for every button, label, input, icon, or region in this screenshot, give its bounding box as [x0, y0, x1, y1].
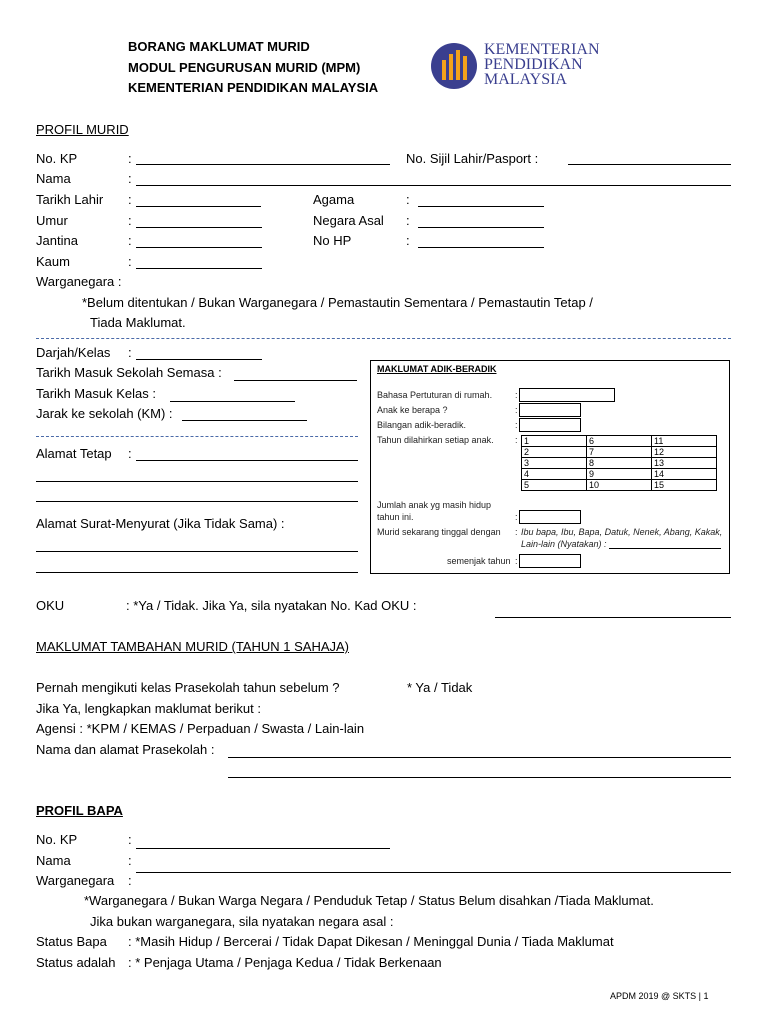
- label-nama: Nama: [36, 171, 71, 186]
- grid-cell[interactable]: 11: [652, 436, 717, 447]
- grid-cell[interactable]: 3: [522, 458, 587, 469]
- label-alamat-surat: Alamat Surat-Menyurat (Jika Tidak Sama) :: [36, 516, 285, 531]
- adik-beradik-panel: [370, 360, 730, 574]
- label-bahasa: Bahasa Pertuturan di rumah.: [377, 390, 493, 400]
- colon: :: [515, 512, 518, 522]
- darjah-field[interactable]: [136, 359, 262, 360]
- bapa-no-kp-field[interactable]: [136, 848, 390, 849]
- oku-field[interactable]: [495, 617, 731, 618]
- colon: :: [128, 213, 132, 228]
- form-title: BORANG MAKLUMAT MURID: [128, 39, 310, 54]
- colon: :: [515, 556, 518, 566]
- kpm-emblem-icon: [430, 42, 478, 90]
- grid-cell[interactable]: 5: [522, 480, 587, 491]
- label-darjah: Darjah/Kelas: [36, 345, 111, 360]
- grid-row: [522, 469, 717, 480]
- alamat-tetap-field-1[interactable]: [136, 460, 358, 461]
- warganegara-options-cont[interactable]: Tiada Maklumat.: [90, 315, 186, 330]
- jarak-field[interactable]: [182, 420, 307, 421]
- label-agama: Agama: [313, 192, 355, 207]
- adik-beradik-title: MAKLUMAT ADIK-BERADIK: [377, 364, 497, 374]
- label-nama-alamat-prasekolah: Nama dan alamat Prasekolah :: [36, 742, 215, 757]
- section-divider: [36, 338, 731, 339]
- prasekolah-field-2[interactable]: [228, 777, 731, 778]
- label-tarikh-lahir: Tarikh Lahir: [36, 192, 104, 207]
- grid-row: [522, 447, 717, 458]
- colon: :: [515, 435, 518, 445]
- no-hp-field[interactable]: [418, 247, 544, 248]
- label-oku: OKU: [36, 598, 65, 613]
- label-jika-ya: Jika Ya, lengkapkan maklumat berikut :: [36, 701, 261, 716]
- label-semenjak: semenjak tahun: [447, 556, 511, 566]
- label-prasekolah: Pernah mengikuti kelas Prasekolah tahun sebelum ?: [36, 680, 340, 695]
- alamat-tetap-field-2[interactable]: [36, 481, 358, 482]
- label-kaum: Kaum: [36, 254, 70, 269]
- label-jika-bukan: Jika bukan warganegara, sila nyatakan negara asal :: [90, 914, 394, 929]
- prasekolah-options[interactable]: * Ya / Tidak: [407, 680, 473, 695]
- label-jumlah-2: tahun ini.: [377, 512, 414, 522]
- sijil-field[interactable]: [568, 164, 731, 165]
- umur-field[interactable]: [136, 227, 262, 228]
- colon: :: [515, 420, 518, 430]
- alamat-surat-field-1[interactable]: [36, 551, 358, 552]
- bapa-nama-field[interactable]: [136, 872, 731, 873]
- colon: :: [128, 853, 132, 868]
- jantina-field[interactable]: [136, 247, 262, 248]
- label-jantina: Jantina: [36, 233, 78, 248]
- grid-cell[interactable]: 6: [587, 436, 652, 447]
- grid-row: [522, 458, 717, 469]
- label-warganegara: Warganegara :: [36, 274, 122, 289]
- grid-cell[interactable]: 4: [522, 469, 587, 480]
- colon: :: [128, 832, 132, 847]
- grid-cell[interactable]: 7: [587, 447, 652, 458]
- kpm-logo: [430, 40, 610, 92]
- prasekolah-field-1[interactable]: [228, 757, 731, 758]
- section-profil-murid: PROFIL MURID: [36, 122, 129, 137]
- label-umur: Umur: [36, 213, 68, 228]
- label-no-hp: No HP: [313, 233, 352, 248]
- section-divider: [36, 436, 358, 437]
- logo-line-1: KEMENTERIAN: [484, 41, 600, 58]
- alamat-surat-field-2[interactable]: [36, 572, 358, 573]
- agensi-options[interactable]: Agensi : *KPM / KEMAS / Perpaduan / Swasta / Lain-lain: [36, 721, 365, 736]
- label-bapa-warganegara: Warganegara: [36, 873, 115, 888]
- tahun-lahir-grid: [521, 435, 717, 491]
- oku-options[interactable]: : *Ya / Tidak. Jika Ya, sila nyatakan No. Kad OKU :: [126, 598, 417, 613]
- grid-cell[interactable]: 15: [652, 480, 717, 491]
- colon: :: [128, 192, 132, 207]
- tarikh-masuk-sekolah-field[interactable]: [234, 380, 357, 381]
- colon: :: [128, 233, 132, 248]
- alamat-tetap-field-3[interactable]: [36, 501, 358, 502]
- no-kp-field[interactable]: [136, 164, 390, 165]
- colon: :: [128, 345, 132, 360]
- colon: :: [128, 171, 132, 186]
- jumlah-input[interactable]: [519, 510, 581, 524]
- colon: :: [515, 405, 518, 415]
- nama-field[interactable]: [136, 185, 731, 186]
- label-sijil: No. Sijil Lahir/Pasport :: [406, 151, 539, 166]
- module-title: MODUL PENGURUSAN MURID (MPM): [128, 60, 361, 75]
- label-status-bapa: Status Bapa: [36, 934, 107, 949]
- tarikh-lahir-field[interactable]: [136, 206, 261, 207]
- logo-line-2: PENDIDIKAN: [484, 56, 583, 73]
- tarikh-masuk-kelas-field[interactable]: [170, 401, 295, 402]
- label-status-adalah: Status adalah: [36, 955, 116, 970]
- grid-row: [522, 480, 717, 491]
- semenjak-input[interactable]: [519, 554, 581, 568]
- grid-cell[interactable]: 14: [652, 469, 717, 480]
- ministry-title: KEMENTERIAN PENDIDIKAN MALAYSIA: [128, 80, 379, 95]
- grid-row: [522, 436, 717, 447]
- grid-cell[interactable]: 8: [587, 458, 652, 469]
- bilangan-input[interactable]: [519, 418, 581, 432]
- grid-cell[interactable]: 12: [652, 447, 717, 458]
- kaum-field[interactable]: [136, 268, 262, 269]
- label-negara-asal: Negara Asal: [313, 213, 384, 228]
- section-profil-bapa: PROFIL BAPA: [36, 803, 123, 818]
- label-bilangan: Bilangan adik-beradik.: [377, 420, 467, 430]
- colon: :: [128, 873, 132, 888]
- grid-cell[interactable]: 9: [587, 469, 652, 480]
- label-tahun: Tahun dilahirkan setiap anak.: [377, 435, 494, 445]
- colon: :: [128, 151, 132, 166]
- logo-line-3: MALAYSIA: [484, 71, 567, 88]
- colon: :: [128, 446, 132, 461]
- status-bapa-options[interactable]: : *Masih Hidup / Bercerai / Tidak Dapat Dikesan / Meninggal Dunia / Tiada Maklumat: [128, 934, 614, 949]
- colon: :: [128, 254, 132, 269]
- tinggal-lain-field[interactable]: [609, 548, 721, 549]
- warganegara-options[interactable]: *Belum ditentukan / Bukan Warganegara / Pemastautin Sementara / Pemastautin Tetap /: [82, 295, 593, 310]
- anak-ke-input[interactable]: [519, 403, 581, 417]
- label-anak-ke: Anak ke berapa ?: [377, 405, 448, 415]
- colon: :: [406, 213, 410, 228]
- label-tinggal: Murid sekarang tinggal dengan: [377, 527, 501, 537]
- label-jumlah-1: Jumlah anak yg masih hidup: [377, 500, 492, 510]
- grid-cell[interactable]: 1: [522, 436, 587, 447]
- negara-asal-field[interactable]: [418, 227, 544, 228]
- colon: :: [515, 390, 518, 400]
- label-tarikh-masuk-sekolah: Tarikh Masuk Sekolah Semasa :: [36, 365, 222, 380]
- grid-cell[interactable]: 10: [587, 480, 652, 491]
- label-tarikh-masuk-kelas: Tarikh Masuk Kelas :: [36, 386, 156, 401]
- label-bapa-nama: Nama: [36, 853, 71, 868]
- page-footer: APDM 2019 @ SKTS | 1: [610, 991, 709, 1001]
- colon: :: [515, 527, 518, 537]
- grid-cell[interactable]: 2: [522, 447, 587, 458]
- bapa-warganegara-options[interactable]: *Warganegara / Bukan Warga Negara / Penduduk Tetap / Status Belum disahkan /Tiada Maklumat.: [84, 893, 654, 908]
- bahasa-input[interactable]: [519, 388, 615, 402]
- section-maklumat-tambahan: MAKLUMAT TAMBAHAN MURID (TAHUN 1 SAHAJA): [36, 639, 349, 654]
- label-alamat-tetap: Alamat Tetap: [36, 446, 112, 461]
- label-no-kp: No. KP: [36, 151, 78, 166]
- colon: :: [406, 233, 410, 248]
- status-adalah-options[interactable]: : * Penjaga Utama / Penjaga Kedua / Tidak Berkenaan: [128, 955, 442, 970]
- agama-field[interactable]: [418, 206, 544, 207]
- tinggal-lain: Lain-lain (Nyatakan) :: [521, 539, 607, 549]
- label-jarak: Jarak ke sekolah (KM) :: [36, 406, 173, 421]
- tinggal-options[interactable]: Ibu bapa, Ibu, Bapa, Datuk, Nenek, Abang, Kakak,: [521, 527, 723, 537]
- label-bapa-no-kp: No. KP: [36, 832, 78, 847]
- colon: :: [406, 192, 410, 207]
- grid-cell[interactable]: 13: [652, 458, 717, 469]
